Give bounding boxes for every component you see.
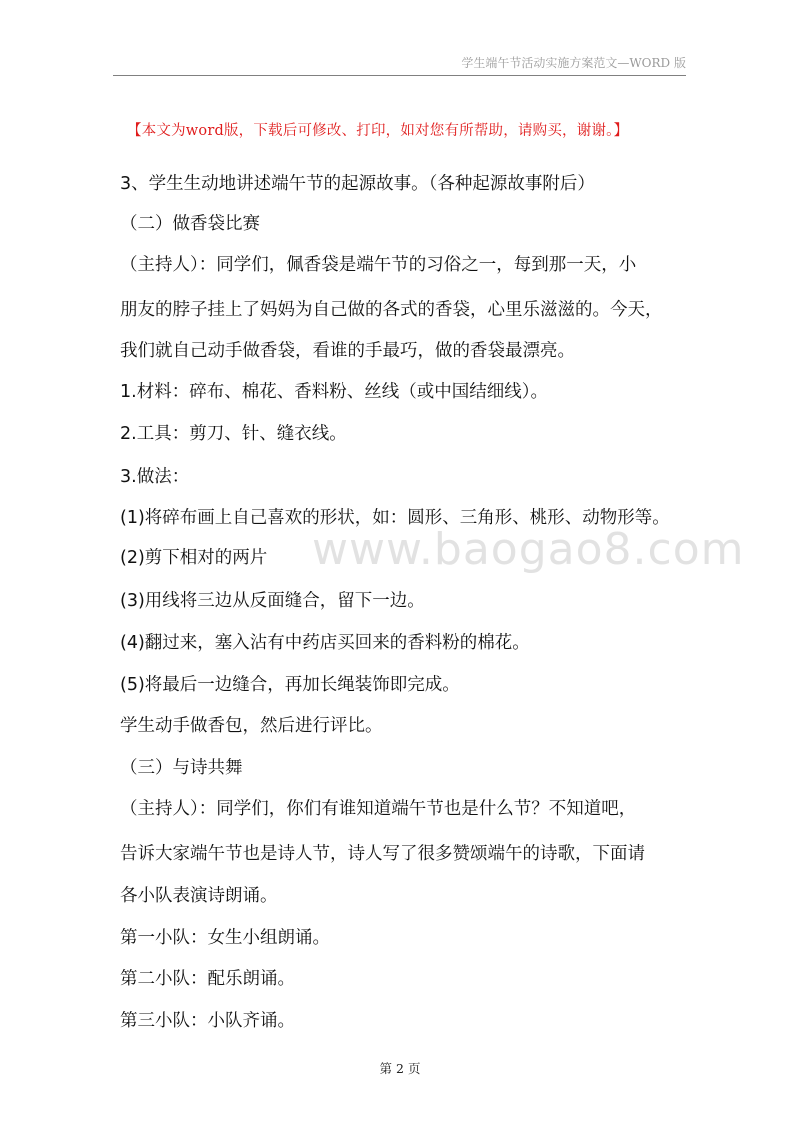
purchase-notice: 【本文为word版，下载后可修改、打印，如对您有所帮助，请购买，谢谢。】 [127, 123, 629, 139]
body-line: 3、学生生动地讲述端午节的起源故事。（各种起源故事附后） [120, 174, 595, 194]
body-line: (4)翻过来，塞入沾有中药店买回来的香料粉的棉花。 [120, 633, 530, 653]
body-line: 我们就自己动手做香袋，看谁的手最巧，做的香袋最漂亮。 [120, 341, 575, 361]
body-line: （主持人）：同学们，你们有谁知道端午节也是什么节？不知道吧， [120, 799, 637, 819]
body-line: (1)将碎布画上自己喜欢的形状，如：圆形、三角形、桃形、动物形等。 [120, 508, 670, 528]
body-line: 第一小队：女生小组朗诵。 [120, 928, 330, 948]
body-line: (3)用线将三边从反面缝合，留下一边。 [120, 591, 425, 611]
body-line: 告诉大家端午节也是诗人节，诗人写了很多赞颂端午的诗歌，下面请 [120, 844, 645, 864]
header-title: 学生端午节活动实施方案范文—WORD 版 [461, 56, 686, 70]
page-number: 第 2 页 [379, 1061, 421, 1076]
header-divider [113, 75, 686, 76]
section-heading: （二）做香袋比赛 [120, 214, 260, 234]
body-line: 第二小队：配乐朗诵。 [120, 969, 295, 989]
watermark: www.baogao8.com [312, 524, 745, 575]
body-line: 各小队表演诗朗诵。 [120, 886, 278, 906]
body-line: （主持人）：同学们，佩香袋是端午节的习俗之一，每到那一天，小 [120, 255, 637, 275]
section-heading: （三）与诗共舞 [120, 758, 243, 778]
body-line: (5)将最后一边缝合，再加长绳装饰即完成。 [120, 675, 460, 695]
body-line: 朋友的脖子挂上了妈妈为自己做的各式的香袋，心里乐滋滋的。今天， [120, 300, 663, 320]
body-line: 学生动手做香包，然后进行评比。 [120, 716, 383, 736]
body-line: 第三小队：小队齐诵。 [120, 1011, 295, 1031]
body-line: 2.工具：剪刀、针、缝衣线。 [120, 424, 347, 444]
body-line: 1.材料：碎布、棉花、香料粉、丝线（或中国结细线）。 [120, 382, 548, 402]
body-line: 3.做法： [120, 467, 190, 487]
body-line: (2)剪下相对的两片 [120, 548, 268, 568]
